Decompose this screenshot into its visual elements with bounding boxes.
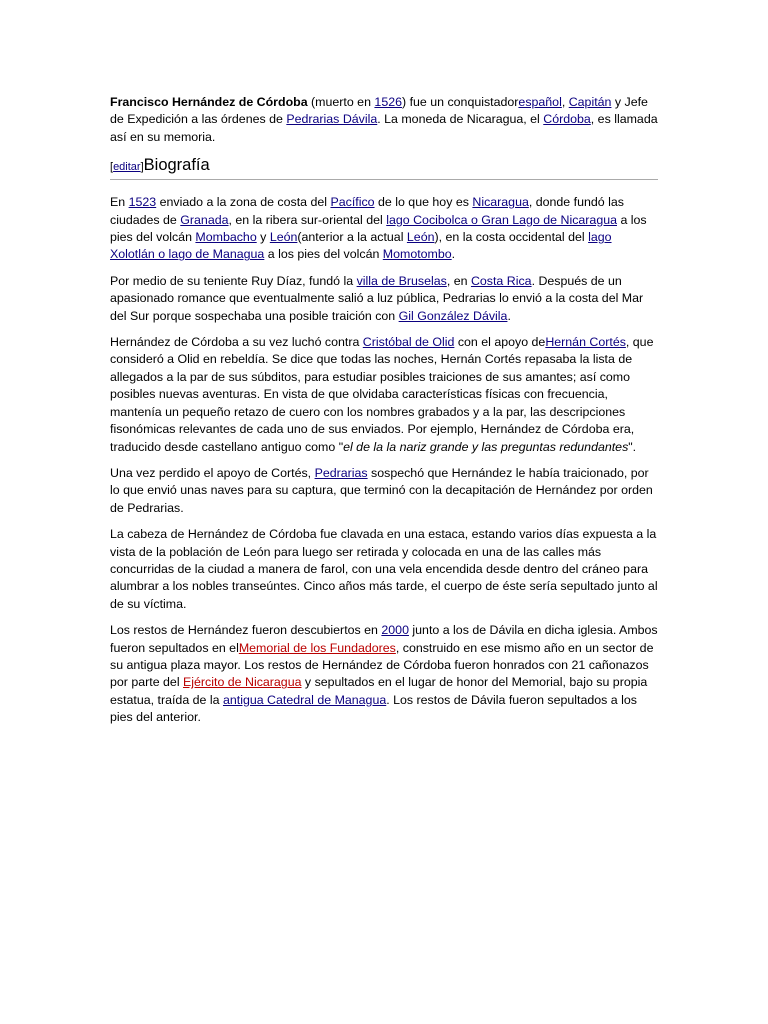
paragraph-2	[110, 273, 658, 325]
link-mombacho[interactable]: Mombacho	[195, 230, 257, 245]
text-span: , en	[446, 273, 471, 288]
article-content	[110, 94, 658, 736]
text-span: ".	[628, 439, 637, 454]
link-1526[interactable]: 1526	[374, 95, 402, 109]
paragraph-5: La cabeza de Hernández de Córdoba fue clavada en una estaca, estando varios días expuesta a la vista de la población de León para luego ser retirada y colocada en una de las calles más concurridas de la ciudad a manera de farol, con una vela encendida desde dentro del cráneo para alumbrar a los nobles transeúntes. Cinco años más tarde, el cuerpo de éste sería sepultado junto al de su víctima.	[110, 527, 658, 611]
text-span: , que consideró a Olid en rebeldía. Se dice que todas las noches, Hernán Cortés repasaba la lista de allegados a la par de sus súbditos, para estudiar posibles traiciones de sus amantes; así como posibles nuevas aventuras. En vista de que olvidaba características físicas con frecuencia, mantenía un pequeño retazo de cuero con los nombres grabados y a la par, las descripciones fisonómicas relevantes de cada uno de sus enviados. Por ejemplo, Hernández de Córdoba era, traducido desde castellano antiguo como "	[110, 335, 654, 454]
text-span: ), en la costa occidental del	[434, 230, 589, 245]
link-pedrarias[interactable]: Pedrarias	[314, 465, 368, 480]
link-espanol[interactable]: español	[518, 95, 562, 109]
bracket-close: ]	[140, 161, 144, 174]
text-span: enviado a la zona de costa del	[156, 195, 331, 210]
link-momotombo[interactable]: Momotombo	[382, 247, 452, 262]
text-span: .	[507, 308, 511, 323]
paragraph-6	[110, 622, 658, 726]
text-span: . Los restos de Dávila fueron sepultados a los pies del anterior.	[110, 692, 637, 725]
link-costa-rica[interactable]: Costa Rica	[470, 273, 532, 288]
text-span: , es llamada así en su memoria.	[110, 112, 658, 144]
link-cristobal-de-olid[interactable]: Cristóbal de Olid	[362, 335, 455, 350]
link-ejercito-de-nicaragua[interactable]: Ejército de Nicaragua	[183, 675, 302, 690]
paragraph-1	[110, 194, 658, 264]
paragraph-4	[110, 465, 658, 517]
text-span: (anterior a la actual	[297, 230, 407, 245]
text-span: Una vez perdido el apoyo de Cortés,	[110, 465, 315, 480]
text-span: En	[110, 195, 129, 210]
text-span: Los restos de Hernández fueron descubiertos en	[110, 623, 382, 638]
text-span: a los pies del volcán	[264, 247, 383, 262]
text-span: . Después de un apasionado romance que eventualmente salió a luz pública, Pedrarias lo envió a la costa del Mar del Sur porque sospechaba una posible traición con	[110, 273, 644, 323]
link-cordoba[interactable]: Córdoba	[543, 112, 591, 127]
link-2000[interactable]: 2000	[381, 623, 409, 638]
link-lago-xolotlan[interactable]: lago Xolotlán o lago de Managua	[110, 230, 612, 262]
text-span: de lo que hoy es	[374, 195, 473, 210]
text-span: , en la ribera sur-oriental del	[228, 212, 387, 227]
bracket-open: [	[110, 161, 114, 174]
article-subject: Francisco Hernández de Córdoba	[110, 95, 308, 109]
nickname-quote: el de la la nariz grande y las preguntas redundantes	[343, 439, 629, 454]
section-heading	[110, 155, 658, 180]
link-capitan[interactable]: Capitán	[568, 95, 612, 109]
link-leon[interactable]: León	[406, 230, 435, 245]
text-span: con el apoyo de	[454, 335, 546, 350]
text-span: , donde fundó las ciudades de	[110, 195, 624, 227]
link-pacifico[interactable]: Pacífico	[330, 195, 375, 210]
link-leon-viejo[interactable]: León	[269, 230, 298, 245]
section-title: Biografía	[143, 156, 210, 175]
text-span: . La moneda de Nicaragua, el	[377, 112, 544, 127]
link-nicaragua[interactable]: Nicaragua	[472, 195, 529, 210]
text-span: Hernández de Córdoba a su vez luchó contra	[110, 335, 363, 350]
edit-section-link[interactable]: editar	[113, 161, 141, 174]
text-span: y sepultados en el lugar de honor del Memorial, bajo su propia estatua, traída de la	[110, 675, 648, 707]
link-pedrarias-davila[interactable]: Pedrarias Dávila	[286, 112, 378, 127]
text-span: .	[451, 247, 456, 262]
link-lago-cocibolca[interactable]: lago Cocibolca o Gran Lago de Nicaragua	[386, 212, 617, 227]
link-granada[interactable]: Granada	[180, 212, 229, 227]
text-span: (muerto en	[307, 95, 375, 109]
edit-section	[110, 161, 144, 173]
text-span: y Jefe de Expedición a las órdenes de	[110, 95, 648, 127]
text-span: a los pies del volcán	[110, 212, 647, 245]
text-span: , construido en ese mismo año en un sector de su antigua plaza mayor. Los restos de Hernández de Córdoba fueron honrados con 21 cañonazos por parte del	[110, 640, 654, 690]
link-gil-gonzalez-davila[interactable]: Gil González Dávila	[398, 308, 508, 323]
link-1523[interactable]: 1523	[128, 195, 157, 210]
text-span: ,	[561, 95, 569, 109]
link-antigua-catedral-de-managua[interactable]: antigua Catedral de Managua	[222, 692, 387, 707]
text-span: junto a los de Dávila en dicha iglesia. Ambos fueron sepultados en el	[110, 623, 658, 655]
link-villa-de-bruselas[interactable]: villa de Bruselas	[356, 273, 447, 288]
text-span: sospechó que Hernández le había traicionado, por lo que envió unas naves para su captura, que terminó con la decapitación de Hernández por orden de Pedrarias.	[110, 465, 653, 515]
text-span: ) fue un conquistador	[402, 95, 519, 109]
paragraph-3	[110, 334, 658, 456]
link-hernan-cortes[interactable]: Hernán Cortés	[545, 335, 626, 350]
text-span: y	[256, 230, 270, 245]
link-memorial-de-los-fundadores[interactable]: Memorial de los Fundadores	[238, 640, 396, 655]
text-span: Por medio de su teniente Ruy Díaz, fundó la	[110, 273, 357, 288]
intro-paragraph	[110, 94, 658, 146]
